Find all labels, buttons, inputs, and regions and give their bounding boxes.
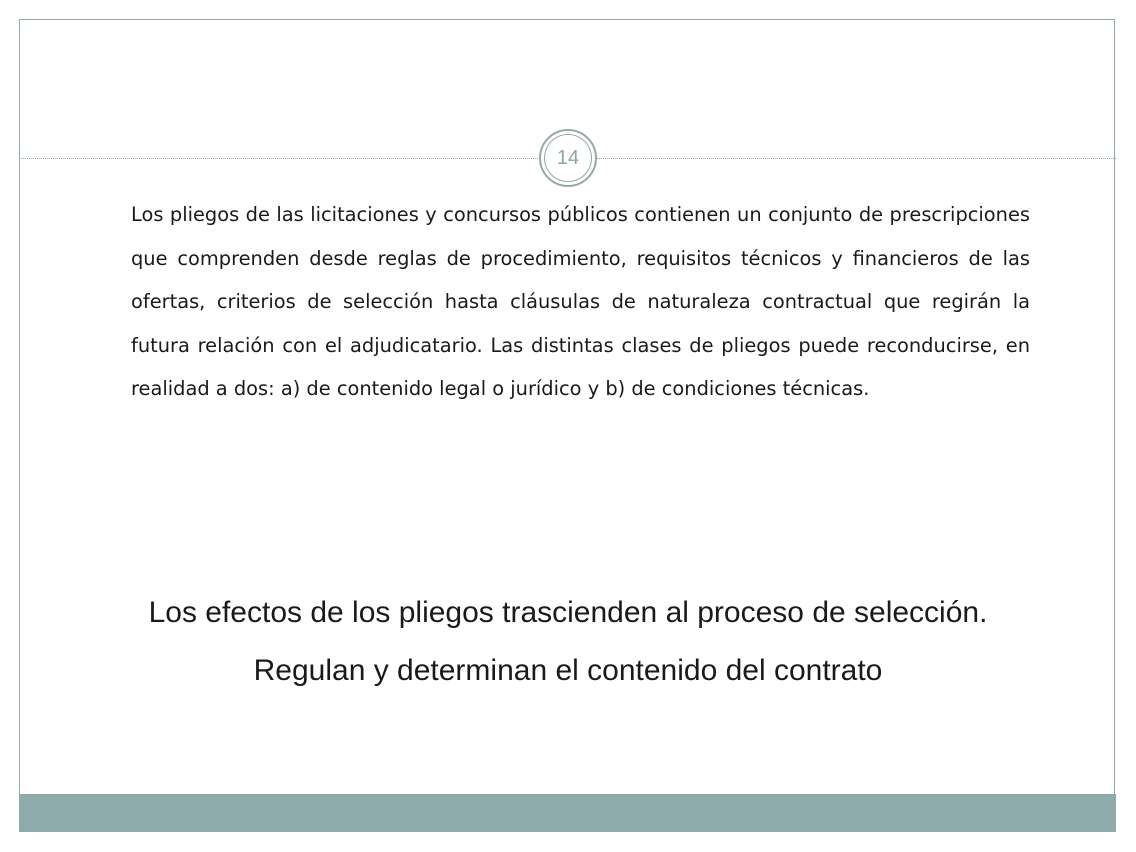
body-paragraph: Los pliegos de las licitaciones y concursos públicos contienen un conjunto de prescripciones que comprenden desde reglas de procedimiento, requisitos técnicos y financieros de las ofertas, criterios de selección hasta cláusulas de naturaleza contractual que regirán la futura relación con el adjudicatario. Las distintas clases de pliegos puede reconducirse, en realidad a dos: a) de contenido legal o jurídico y b) de condiciones técnicas.	[131, 203, 1030, 400]
highlight-statement: Los efectos de los pliegos trascienden al proceso de selección. Regulan y determinan el contenido del contrato	[148, 596, 988, 687]
footer-bar	[19, 794, 1116, 832]
page-number: 14	[556, 146, 580, 169]
page-number-badge	[539, 129, 597, 187]
